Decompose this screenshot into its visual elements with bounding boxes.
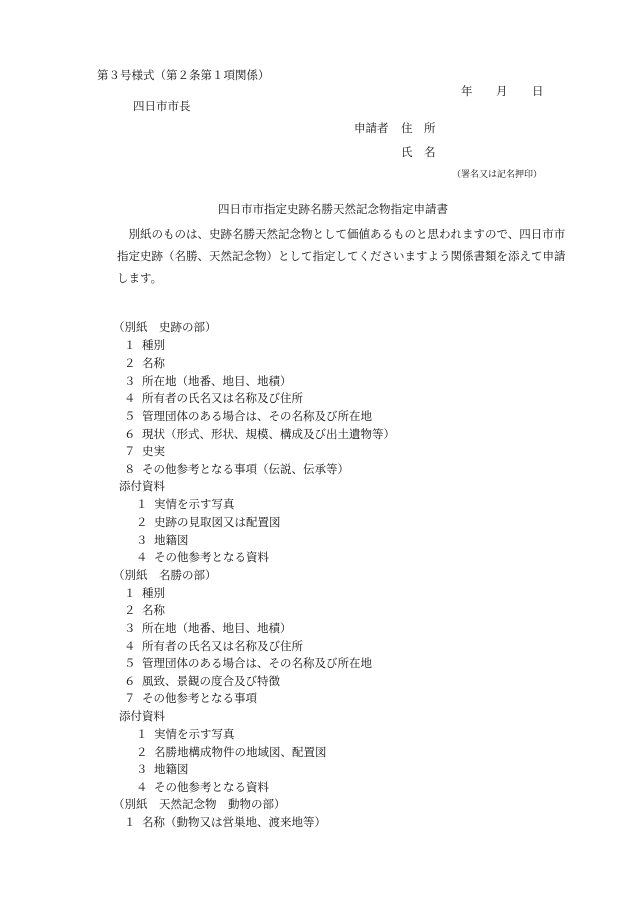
item-text: 風致、景観の度合及び特徴 xyxy=(142,674,280,688)
item-number: ４ xyxy=(124,391,136,405)
item-number: ５ xyxy=(124,656,136,670)
list-item xyxy=(136,497,235,511)
item-number: ３ xyxy=(136,533,148,547)
list-item xyxy=(136,780,269,794)
document-title: 四日市市指定史跡名勝天然記念物指定申請書 xyxy=(218,202,448,216)
list-item xyxy=(124,815,326,829)
seal-note: （署名又は記名押印） xyxy=(452,170,543,180)
item-text: 史実 xyxy=(142,444,165,458)
section-heading-historic-site: （別紙 史跡の部） xyxy=(113,320,217,334)
item-number: ４ xyxy=(124,639,136,653)
list-item xyxy=(136,745,327,759)
date-day-label: 日 xyxy=(532,84,544,98)
attachments-label: 添付資料 xyxy=(119,479,165,493)
item-number: ２ xyxy=(124,356,136,370)
date-month-label: 月 xyxy=(496,84,508,98)
list-item xyxy=(124,391,303,405)
address-label: 住 所 xyxy=(401,121,436,135)
section-heading-scenic-beauty: （別紙 名勝の部） xyxy=(113,568,217,582)
item-text: その他参考となる資料 xyxy=(154,780,269,794)
item-number: ３ xyxy=(124,374,136,388)
item-number: １ xyxy=(124,338,136,352)
list-item xyxy=(124,409,372,423)
item-number: １ xyxy=(124,586,136,600)
list-item xyxy=(124,603,165,617)
date-year-label: 年 xyxy=(461,84,473,98)
application-body xyxy=(117,223,566,289)
body-line: します。 xyxy=(117,271,163,285)
item-number: １ xyxy=(124,815,136,829)
form-label: 第３号様式（第２条第１項関係） xyxy=(97,68,270,82)
item-number: ４ xyxy=(136,550,148,564)
list-item xyxy=(124,656,372,670)
item-number: ７ xyxy=(124,691,136,705)
body-line: 別紙のものは、史跡名勝天然記念物として価値あるものと思われますので、四日市市 xyxy=(117,227,566,241)
list-item xyxy=(136,727,235,741)
list-item xyxy=(124,444,165,458)
item-number: ３ xyxy=(124,621,136,635)
list-item xyxy=(124,586,165,600)
item-number: １ xyxy=(136,727,148,741)
item-number: ３ xyxy=(136,762,148,776)
list-item xyxy=(124,356,165,370)
section-heading-natural-monument-animals: （別紙 天然記念物 動物の部） xyxy=(113,797,286,811)
item-text: 名称 xyxy=(142,356,165,370)
item-number: ５ xyxy=(124,409,136,423)
list-item xyxy=(136,515,281,529)
item-text: 史跡の見取図又は配置図 xyxy=(154,515,281,529)
list-item xyxy=(124,691,257,705)
item-text: 管理団体のある場合は、その名称及び所在地 xyxy=(142,409,372,423)
name-label: 氏 名 xyxy=(401,145,436,159)
item-text: 所有者の氏名又は名称及び住所 xyxy=(142,639,303,653)
item-text: 所在地（地番、地目、地積） xyxy=(142,374,292,388)
item-number: １ xyxy=(136,497,148,511)
item-number: ２ xyxy=(136,515,148,529)
list-item xyxy=(124,674,280,688)
addressee: 四日市市長 xyxy=(133,99,191,113)
item-text: その他参考となる事項（伝説、伝承等） xyxy=(142,462,349,476)
list-item xyxy=(124,427,395,441)
item-text: 現状（形式、形状、規模、構成及び出土遺物等） xyxy=(142,427,395,441)
item-number: ７ xyxy=(124,444,136,458)
item-text: 実情を示す写真 xyxy=(154,497,235,511)
list-item xyxy=(136,533,189,547)
attachments-label: 添付資料 xyxy=(119,709,165,723)
list-item xyxy=(124,621,292,635)
item-text: 管理団体のある場合は、その名称及び所在地 xyxy=(142,656,372,670)
item-number: ２ xyxy=(136,745,148,759)
item-number: ６ xyxy=(124,674,136,688)
item-text: その他参考となる事項 xyxy=(142,691,257,705)
item-number: ２ xyxy=(124,603,136,617)
list-item xyxy=(124,462,349,476)
item-text: 名勝地構成物件の地域図、配置図 xyxy=(154,745,327,759)
item-text: 所有者の氏名又は名称及び住所 xyxy=(142,391,303,405)
list-item xyxy=(136,762,189,776)
applicant-label: 申請者 xyxy=(354,121,389,135)
body-line: 指定史跡（名勝、天然記念物）として指定してくださいますよう関係書類を添えて申請 xyxy=(117,249,566,263)
item-text: 所在地（地番、地目、地積） xyxy=(142,621,292,635)
item-text: 種別 xyxy=(142,586,165,600)
item-text: 実情を示す写真 xyxy=(154,727,235,741)
item-number: ８ xyxy=(124,462,136,476)
item-number: ４ xyxy=(136,780,148,794)
item-text: 名称 xyxy=(142,603,165,617)
list-item xyxy=(124,338,165,352)
list-item xyxy=(136,550,269,564)
item-number: ６ xyxy=(124,427,136,441)
list-item xyxy=(124,374,292,388)
item-text: 名称（動物又は営巣地、渡来地等） xyxy=(142,815,326,829)
item-text: その他参考となる資料 xyxy=(154,550,269,564)
list-item xyxy=(124,639,303,653)
item-text: 種別 xyxy=(142,338,165,352)
item-text: 地籍図 xyxy=(154,533,189,547)
item-text: 地籍図 xyxy=(154,762,189,776)
